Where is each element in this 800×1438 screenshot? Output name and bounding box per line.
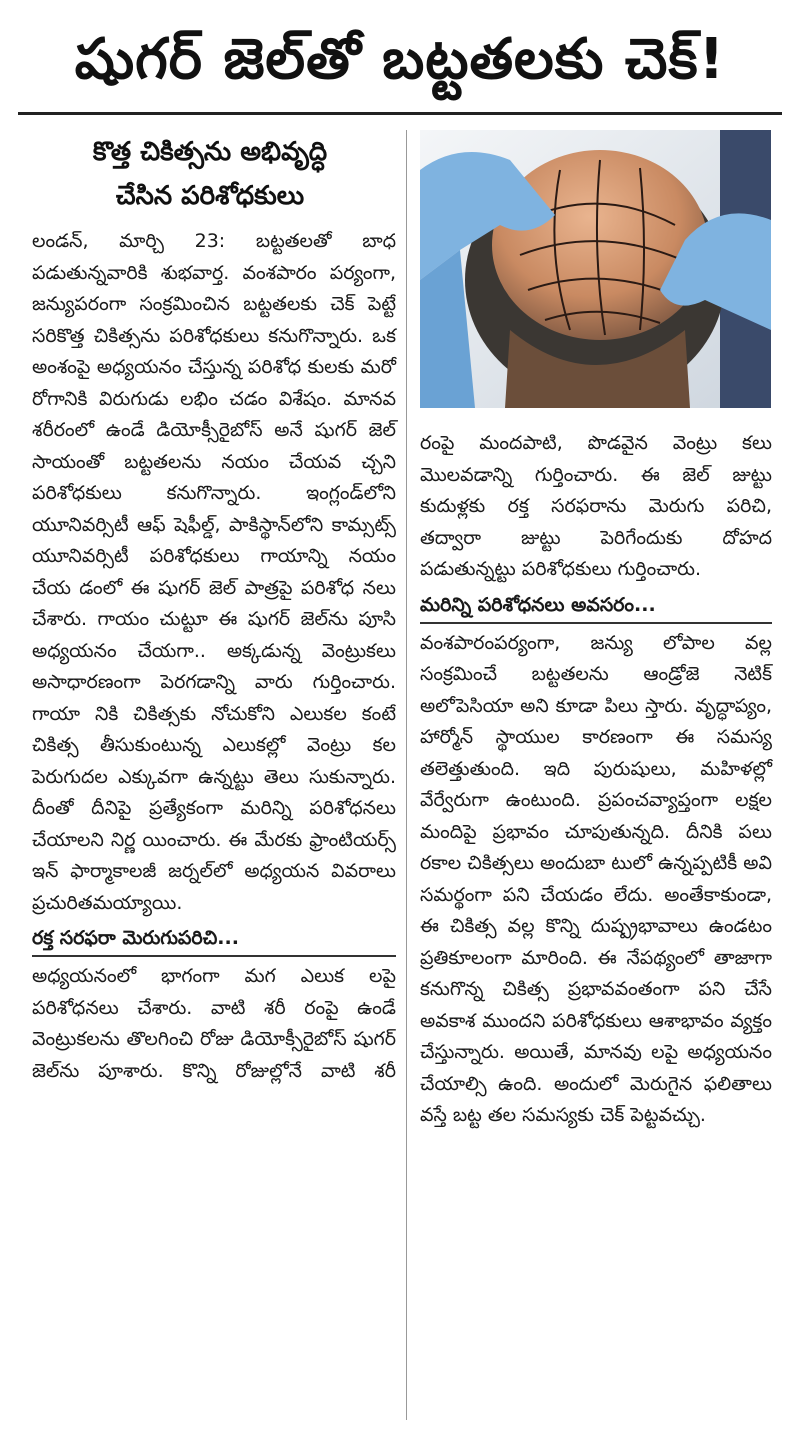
column-divider [406,130,407,1420]
subheading-line-2: చేసిన పరిశోధకులు [115,181,305,211]
section-2-title: మరిన్ని పరిశోధనలు అవసరం... [420,588,772,624]
right-paragraph-1: రంపై మందపాటి, పొడవైన వెంట్రు కలు మొలవడాన్ని గుర్తించారు. ఈ జెల్ జుట్టు కుదుళ్లకు రక్త సరఫరాను మెరుగు పరిచి, తద్వారా జుట్టు పెరిగేందుకు దోహద పడుతున్నట్టు పరిశోధకులు గుర్తించారు. [420,432,772,580]
bald-head-scalp-grid-photo-icon [420,130,771,408]
headline-rule [18,112,782,115]
subheading [30,130,390,218]
left-column [32,226,396,1087]
section-1-title: రక్త సరఫరా మెరుగుపరిచి... [32,921,396,957]
right-paragraph-2: వంశపారంపర్యంగా, జన్యు లోపాల వల్ల సంక్రమించే బట్టతలను ఆండ్రోజె నెటిక్ అలోపెసియా అని కూడా పిలు స్తారు. వృద్ధాప్యం, హార్మోన్ స్థాయుల కారణంగా ఈ సమస్య తలెత్తుతుంది. ఇది పురుషులు, మహిళల్లో వేర్వేరుగా ఉంటుంది. ప్రపంచవ్యాప్తంగా లక్షల మందిపై ప్రభావం చూపుతున్నది. దీనికి పలు రకాల చికిత్సలు అందుబా టులో ఉన్నప్పటికీ అవి సమర్థంగా పని చేయడం లేదు. అంతేకాకుండా, ఈ చికిత్స వల్ల కొన్ని దుష్ప్రభావాలు ఉండటం ప్రతికూలంగా మారింది. ఈ నేపథ్యంలో తాజాగా కనుగొన్న చికిత్స ప్రభావవంతంగా పని చేసే అవకాశ ముందని పరిశోధకులు ఆశాభావం వ్యక్తం చేస్తున్నారు. అయితే, మానవు లపై అధ్యయనం చేయాల్సి ఉంది. అందులో మెరుగైన ఫలితాలు వస్తే బట్ట తల సమస్యకు చెక్ పెట్టవచ్చు. [420,631,772,1126]
left-paragraph-2: అధ్యయనంలో భాగంగా మగ ఎలుక లపై పరిశోధనలు చేశారు. వాటి శరీ రంపై ఉండే వెంట్రుకలను తొలగించి రోజు డియోక్సీరైబోస్ షుగర్ జెల్‌ను పూశారు. కొన్ని రోజుల్లోనే వాటి శరీ [32,965,396,1082]
left-paragraph-1: లండన్, మార్చి 23: బట్టతలతో బాధ పడుతున్నవారికి శుభవార్త. వంశపారం పర్యంగా, జన్యుపరంగా సంక్రమించిన బట్టతలకు చెక్ పెట్టే సరికొత్త చికిత్సను పరిశోధకులు కనుగొన్నారు. ఒక అంశంపై అధ్యయనం చేస్తున్న పరిశోధ కులకు మరో రోగానికి విరుగుడు లభిం చడం విశేషం. మానవ శరీరంలో ఉండే డియోక్సీరైబోస్ అనే షుగర్ జెల్ సాయంతో బట్టతలను నయం చేయవ చ్చని పరిశోధకులు కనుగొన్నారు. ఇంగ్లండ్‌లోని యూనివర్సిటీ ఆఫ్ షెఫీల్డ్, పాకిస్థాన్‌లోని కామ్సట్స్ యూనివర్సిటీ పరిశోధకులు గాయాన్ని నయం చేయ డంలో ఈ షుగర్ జెల్ పాత్రపై పరిశోధ నలు చేశారు. గాయం చుట్టూ ఈ షుగర్ జెల్‌ను పూసి అధ్యయనం చేయగా.. అక్కడున్న వెంట్రుకలు అసాధారణంగా పెరగడాన్ని వారు గుర్తించారు. గాయా నికి చికిత్సకు నోచుకోని ఎలుకల కంటే చికిత్స తీసుకుంటున్న ఎలుకల్లో వెంట్రు కల పెరుగుదల ఎక్కువగా ఉన్నట్టు తెలు సుకున్నారు. దీంతో దీనిపై ప్రత్యేకంగా మరిన్ని పరిశోధనలు చేయాలని నిర్ణ యించారు. ఈ మేరకు ఫ్రాంటియర్స్ ఇన్ ఫార్మాకాలజీ జర్నల్‌లో అధ్యయన వివరాలు ప్రచురితమయ్యాయి. [32,230,396,914]
article-photo [420,130,771,408]
right-column [420,428,772,1132]
headline: షుగర్ జెల్‌తో బట్టతలకు చెక్! [74,27,726,92]
subheading-line-1: కొత్త చికిత్సను అభివృద్ధి [92,137,328,167]
